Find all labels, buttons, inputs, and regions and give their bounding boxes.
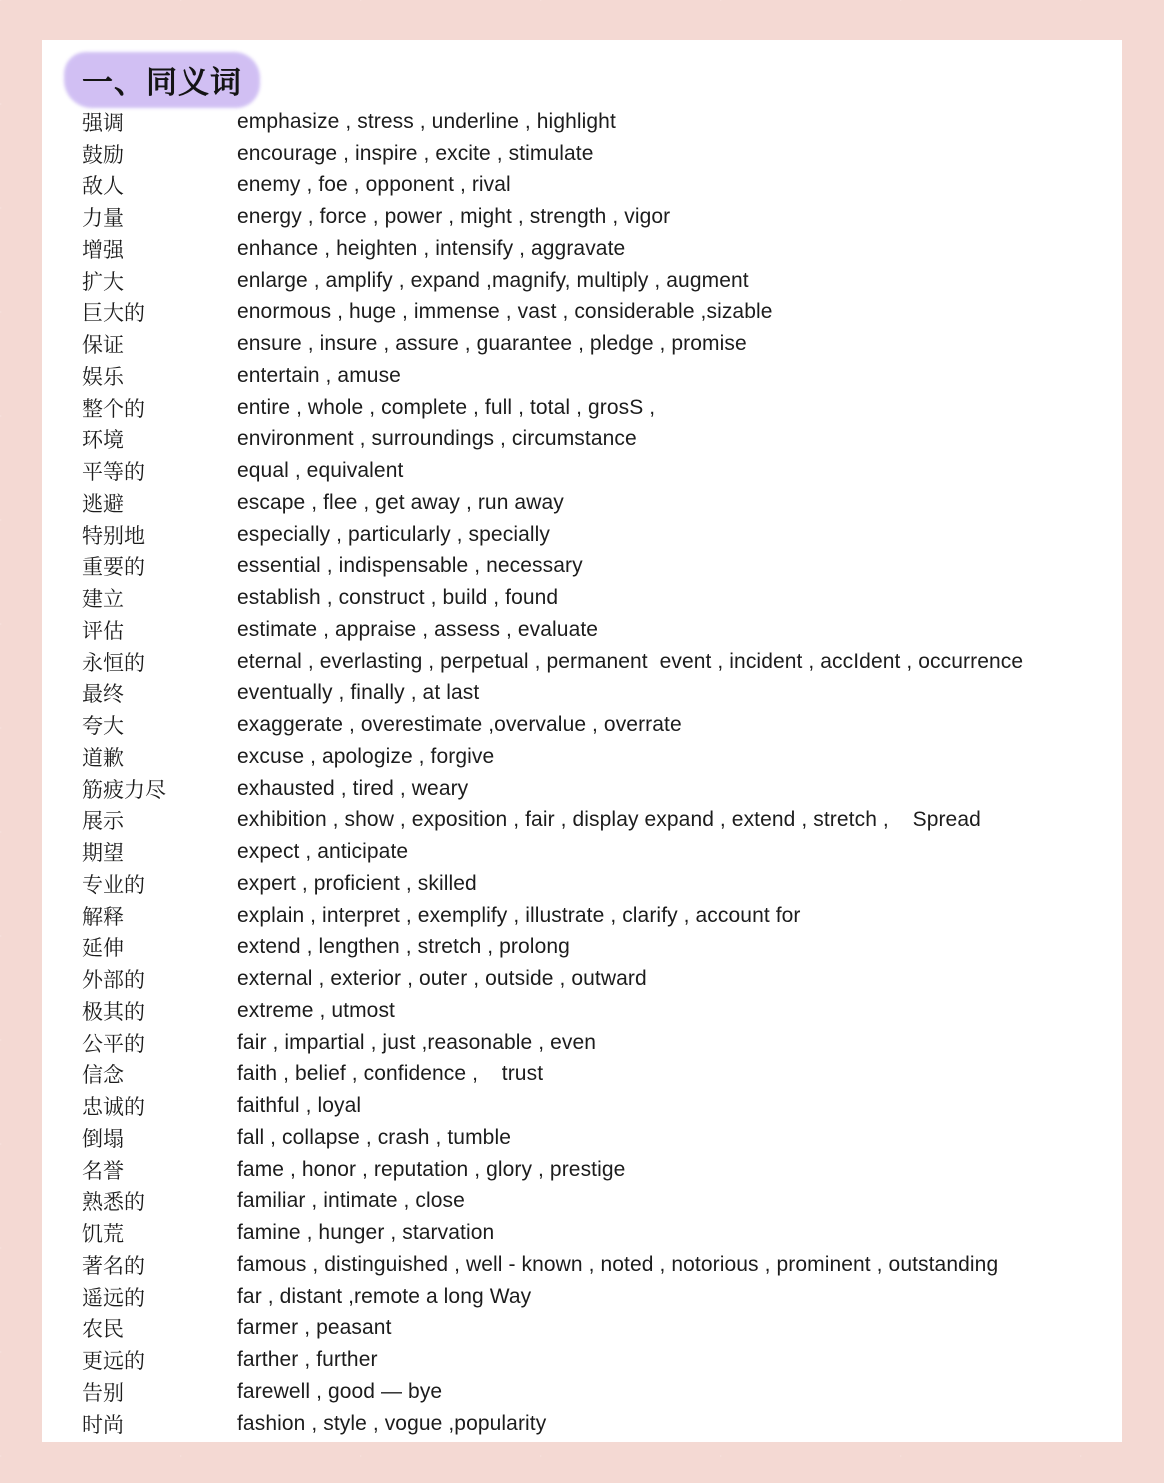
synonym-row <box>82 455 1117 487</box>
synonym-row <box>82 1217 1117 1249</box>
english-synonyms: enhance , heighten , intensify , aggravate <box>237 236 626 260</box>
chinese-term: 增强 <box>82 237 124 262</box>
synonym-row <box>82 328 1117 360</box>
synonym-row <box>82 1344 1117 1376</box>
english-synonyms: enemy , foe , opponent , rival <box>237 173 511 197</box>
synonym-row <box>82 1313 1117 1345</box>
chinese-term: 扩大 <box>82 269 124 294</box>
english-synonyms: exhausted , tired , weary <box>237 776 469 800</box>
chinese-term: 解释 <box>82 904 124 929</box>
english-synonyms: enlarge , amplify , expand ,magnify, multiply , augment <box>237 268 749 292</box>
english-synonyms: establish , construct , build , found <box>237 586 559 610</box>
chinese-term: 公平的 <box>82 1031 145 1056</box>
synonym-row <box>82 1154 1117 1186</box>
english-synonyms: enormous , huge , immense , vast , considerable ,sizable <box>237 300 773 324</box>
chinese-term: 平等的 <box>82 460 145 485</box>
synonym-row <box>82 138 1117 170</box>
english-synonyms: farmer , peasant <box>237 1316 392 1340</box>
chinese-term: 建立 <box>82 587 124 612</box>
chinese-term: 保证 <box>82 333 124 358</box>
synonym-row <box>82 297 1117 329</box>
english-synonyms: excuse , apologize , forgive <box>237 744 495 768</box>
chinese-term: 评估 <box>82 618 124 643</box>
english-synonyms: fall , collapse , crash , tumble <box>237 1125 511 1149</box>
chinese-term: 忠诚的 <box>82 1095 145 1120</box>
synonym-row <box>82 487 1117 519</box>
synonym-row <box>82 1059 1117 1091</box>
english-synonyms: ensure , insure , assure , guarantee , pledge , promise <box>237 332 747 356</box>
english-synonyms: emphasize , stress , underline , highlight <box>237 109 616 133</box>
synonym-row <box>82 1090 1117 1122</box>
english-synonyms: extend , lengthen , stretch , prolong <box>237 935 570 959</box>
chinese-term: 名誉 <box>82 1158 124 1183</box>
chinese-term: 敌人 <box>82 174 124 199</box>
english-synonyms: faithful , loyal <box>237 1094 362 1118</box>
synonym-row <box>82 424 1117 456</box>
synonym-row <box>82 519 1117 551</box>
synonym-row <box>82 582 1117 614</box>
chinese-term: 整个的 <box>82 396 145 421</box>
chinese-term: 环境 <box>82 428 124 453</box>
chinese-term: 饥荒 <box>82 1222 124 1247</box>
synonym-row <box>82 995 1117 1027</box>
chinese-term: 巨大的 <box>82 301 145 326</box>
synonym-row <box>82 392 1117 424</box>
chinese-term: 重要的 <box>82 555 145 580</box>
chinese-term: 筋疲力尽 <box>82 777 166 802</box>
chinese-term: 特别地 <box>82 523 145 548</box>
section-title: 一、同义词 <box>82 64 242 101</box>
english-synonyms: encourage , inspire , excite , stimulate <box>237 141 594 165</box>
chinese-term: 外部的 <box>82 968 145 993</box>
chinese-term: 倒塌 <box>82 1126 124 1151</box>
chinese-term: 期望 <box>82 841 124 866</box>
synonym-row <box>82 1376 1117 1408</box>
chinese-term: 强调 <box>82 110 124 135</box>
synonym-row <box>82 773 1117 805</box>
chinese-term: 娱乐 <box>82 364 124 389</box>
english-synonyms: faith , belief , confidence , trust <box>237 1062 544 1086</box>
chinese-term: 极其的 <box>82 999 145 1024</box>
english-synonyms: eternal , everlasting , perpetual , permanent event , incident , accIdent , occurrence <box>237 649 1024 673</box>
synonym-row <box>82 1249 1117 1281</box>
chinese-term: 鼓励 <box>82 142 124 167</box>
english-synonyms: extreme , utmost <box>237 998 395 1022</box>
synonym-row <box>82 932 1117 964</box>
english-synonyms: exaggerate , overestimate ,overvalue , overrate <box>237 713 682 737</box>
chinese-term: 告别 <box>82 1380 124 1405</box>
chinese-term: 信念 <box>82 1063 124 1088</box>
word-list-sheet <box>42 40 1122 1442</box>
synonym-row <box>82 1408 1117 1440</box>
synonym-row <box>82 1281 1117 1313</box>
synonym-row <box>82 233 1117 265</box>
synonym-row <box>82 741 1117 773</box>
english-synonyms: essential , indispensable , necessary <box>237 554 583 578</box>
english-synonyms: escape , flee , get away , run away <box>237 490 564 514</box>
chinese-term: 专业的 <box>82 872 145 897</box>
synonym-row <box>82 646 1117 678</box>
chinese-term: 遥远的 <box>82 1285 145 1310</box>
chinese-term: 展示 <box>82 809 124 834</box>
english-synonyms: especially , particularly , specially <box>237 522 550 546</box>
english-synonyms: exhibition , show , exposition , fair , display expand , extend , stretch , Spread <box>237 808 981 832</box>
english-synonyms: entire , whole , complete , full , total , grosS , <box>237 395 656 419</box>
synonym-row <box>82 709 1117 741</box>
synonym-row <box>82 678 1117 710</box>
english-synonyms: eventually , finally , at last <box>237 681 480 705</box>
chinese-term: 夸大 <box>82 714 124 739</box>
english-synonyms: equal , equivalent <box>237 459 404 483</box>
chinese-term: 永恒的 <box>82 650 145 675</box>
synonym-row <box>82 170 1117 202</box>
synonym-row <box>82 360 1117 392</box>
english-synonyms: expect , anticipate <box>237 840 409 864</box>
english-synonyms: fair , impartial , just ,reasonable , even <box>237 1030 597 1054</box>
synonym-row <box>82 836 1117 868</box>
synonym-row <box>82 900 1117 932</box>
synonym-row <box>82 201 1117 233</box>
synonym-row <box>82 614 1117 646</box>
chinese-term: 熟悉的 <box>82 1190 145 1215</box>
english-synonyms: expert , proficient , skilled <box>237 871 477 895</box>
english-synonyms: fame , honor , reputation , glory , prestige <box>237 1157 626 1181</box>
chinese-term: 时尚 <box>82 1412 124 1437</box>
synonym-row <box>82 805 1117 837</box>
english-synonyms: famous , distinguished , well - known , noted , notorious , prominent , outstanding <box>237 1252 999 1276</box>
chinese-term: 逃避 <box>82 491 124 516</box>
english-synonyms: farther , further <box>237 1348 378 1372</box>
synonym-row <box>82 1027 1117 1059</box>
synonym-row <box>82 551 1117 583</box>
english-synonyms: famine , hunger , starvation <box>237 1221 495 1245</box>
synonym-row <box>82 963 1117 995</box>
chinese-term: 著名的 <box>82 1253 145 1278</box>
english-synonyms: estimate , appraise , assess , evaluate <box>237 617 599 641</box>
synonym-row <box>82 265 1117 297</box>
synonym-list <box>82 106 1117 1440</box>
synonym-row <box>82 868 1117 900</box>
english-synonyms: fashion , style , vogue ,popularity <box>237 1411 547 1435</box>
english-synonyms: external , exterior , outer , outside , outward <box>237 967 647 991</box>
english-synonyms: familiar , intimate , close <box>237 1189 465 1213</box>
synonym-row <box>82 1122 1117 1154</box>
english-synonyms: environment , surroundings , circumstance <box>237 427 637 451</box>
chinese-term: 延伸 <box>82 936 124 961</box>
chinese-term: 力量 <box>82 206 124 231</box>
english-synonyms: explain , interpret , exemplify , illustrate , clarify , account for <box>237 903 801 927</box>
english-synonyms: energy , force , power , might , strength , vigor <box>237 205 671 229</box>
chinese-term: 最终 <box>82 682 124 707</box>
english-synonyms: farewell , good — bye <box>237 1379 443 1403</box>
chinese-term: 更远的 <box>82 1349 145 1374</box>
synonym-row <box>82 1186 1117 1218</box>
chinese-term: 农民 <box>82 1317 124 1342</box>
chinese-term: 道歉 <box>82 745 124 770</box>
english-synonyms: entertain , amuse <box>237 363 401 387</box>
english-synonyms: far , distant ,remote a long Way <box>237 1284 532 1308</box>
synonym-row <box>82 106 1117 138</box>
